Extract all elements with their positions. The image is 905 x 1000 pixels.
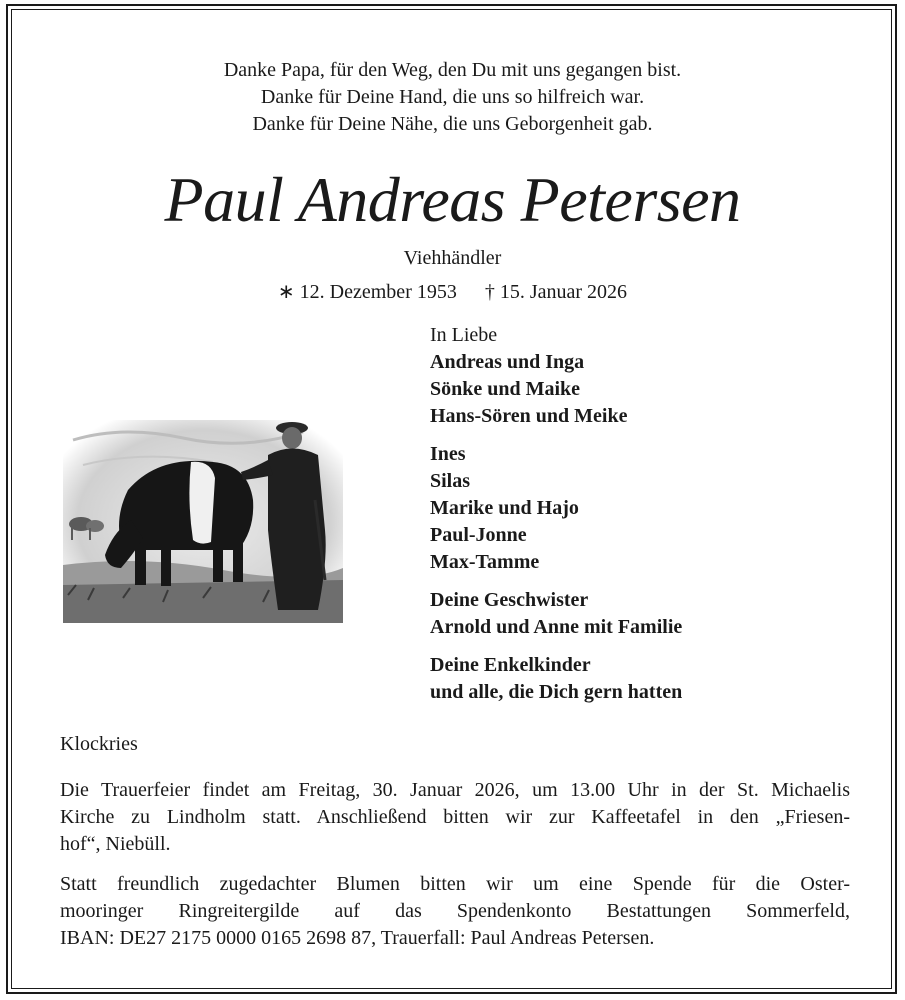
life-dates (0, 279, 905, 305)
mourner-name: und alle, die Dich gern hatten (430, 681, 683, 703)
mourner-name: Max-Tamme (430, 551, 540, 573)
text-line: hof“, Niebüll. (60, 833, 171, 855)
poem-line: Danke für Deine Hand, die uns so hilfreich war. (260, 86, 645, 108)
mourner-name: Andreas und Inga (430, 351, 585, 373)
text-line: IBAN: DE27 2175 0000 0165 2698 87, Trauerfall: Paul Andreas Petersen. (60, 927, 655, 949)
text-line: Kirche zu Lindholm statt. Anschließend bitten wir zur Kaffeetafel in den „Friesen- (60, 806, 850, 828)
text-line: Statt freundlich zugedachter Blumen bitten wir um eine Spende für die Oster- (60, 873, 850, 895)
mourner-name: Marike und Hajo (430, 497, 579, 519)
mourner-name: Sönke und Maike (430, 378, 581, 400)
mourner-name: Paul-Jonne (430, 524, 527, 546)
poem (0, 57, 905, 138)
mourner-group (430, 441, 880, 576)
mourner-group (430, 349, 880, 430)
mourner-name: Deine Geschwister (430, 589, 589, 611)
mourner-name: Deine Enkelkinder (430, 654, 591, 676)
mourner-group (430, 652, 880, 706)
text-line: Die Trauerfeier findet am Freitag, 30. Januar 2026, um 13.00 Uhr in der St. Michaelis (60, 779, 850, 801)
occupation: Viehhändler (403, 247, 502, 269)
poem-line: Danke für Deine Nähe, die uns Geborgenheit gab. (252, 113, 653, 135)
cattle-dealer-photo (63, 420, 343, 623)
mourners-intro: In Liebe (430, 324, 498, 346)
mourner-name: Hans-Sören und Meike (430, 405, 628, 427)
mourner-group (430, 587, 880, 641)
mourner-name: Ines (430, 443, 466, 465)
funeral-notice (60, 777, 850, 858)
poem-line: Danke Papa, für den Weg, den Du mit uns gegangen bist. (223, 59, 682, 81)
birth-date: ∗ 12. Dezember 1953 (277, 281, 457, 303)
text-line: mooringer Ringreitergilde auf das Spendenkonto Bestattungen Sommerfeld, (60, 900, 850, 922)
mourners-list (430, 322, 880, 717)
death-date: † 15. Januar 2026 (484, 281, 628, 303)
mourner-name: Silas (430, 470, 471, 492)
donation-notice (60, 871, 850, 952)
place-name: Klockries (60, 733, 138, 755)
deceased-name: Paul Andreas Petersen (164, 164, 741, 235)
mourner-name: Arnold und Anne mit Familie (430, 616, 683, 638)
